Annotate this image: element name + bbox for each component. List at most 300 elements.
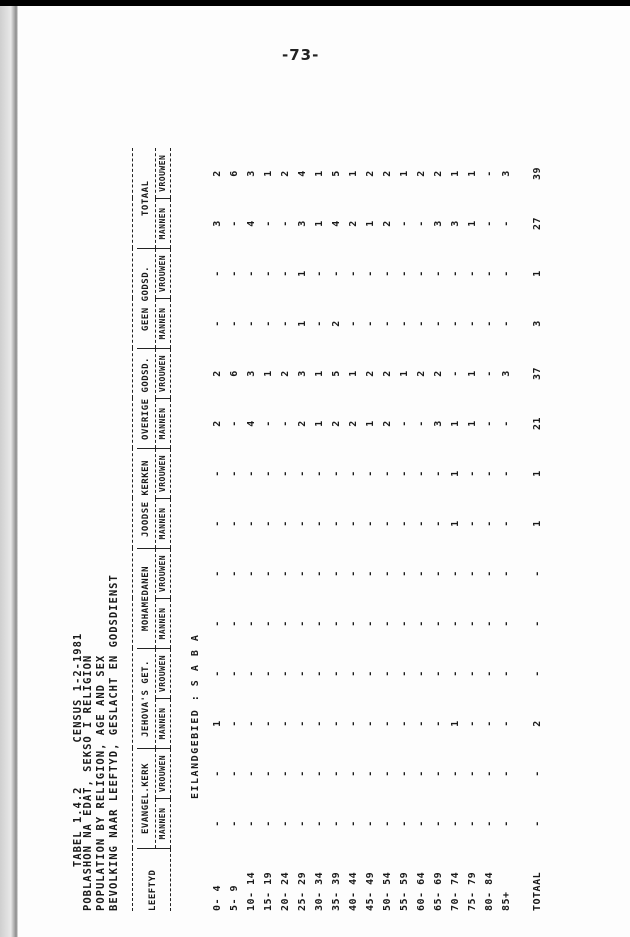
table-cell: - xyxy=(432,570,444,577)
table-cell: - xyxy=(211,320,223,327)
table-cell: 3 xyxy=(245,370,257,377)
table-cell: 4 xyxy=(245,420,257,427)
table-cell: - xyxy=(296,720,308,727)
table-cell: - xyxy=(262,620,274,627)
table-cell: - xyxy=(381,270,393,277)
table-cell: 2 xyxy=(432,370,444,377)
table-cell: 1 xyxy=(531,470,543,477)
table-cell: 3 xyxy=(211,220,223,227)
table-cell: 2 xyxy=(347,420,359,427)
table-cell: 1 xyxy=(466,220,478,227)
table-cell: - xyxy=(398,420,410,427)
sub-header-mannen: MANNEN xyxy=(155,499,170,549)
table-cell: - xyxy=(262,670,274,677)
table-cell: - xyxy=(531,570,543,577)
table-cell: 2 xyxy=(381,170,393,177)
table-cell: - xyxy=(262,520,274,527)
table-cell: 1 xyxy=(398,370,410,377)
table-cell: - xyxy=(279,720,291,727)
table-cell: - xyxy=(228,270,240,277)
table-cell: 2 xyxy=(279,170,291,177)
age-group-label: 20- 24 xyxy=(279,871,291,911)
table-cell: 1 xyxy=(313,170,325,177)
table-cell: - xyxy=(347,670,359,677)
table-cell: - xyxy=(500,520,512,527)
book-spine-shadow xyxy=(0,6,18,937)
table-cell: 4 xyxy=(245,220,257,227)
table-cell: - xyxy=(531,820,543,827)
table-cell: - xyxy=(228,770,240,777)
table-cell: - xyxy=(313,670,325,677)
table-cell: - xyxy=(449,370,461,377)
table-cell: 3 xyxy=(432,220,444,227)
table-cell: 1 xyxy=(449,520,461,527)
group-header: MOHAMEDANEN xyxy=(137,549,155,649)
table-cell: 1 xyxy=(262,370,274,377)
table-cell: - xyxy=(347,570,359,577)
table-cell: - xyxy=(500,770,512,777)
table-cell: 1 xyxy=(449,720,461,727)
table-cell: - xyxy=(381,570,393,577)
table-row xyxy=(209,149,226,912)
table-cell: - xyxy=(330,570,342,577)
table-cell: - xyxy=(279,470,291,477)
table-cell: - xyxy=(245,570,257,577)
table-cell: - xyxy=(432,770,444,777)
table-cell: - xyxy=(279,770,291,777)
table-cell: - xyxy=(211,520,223,527)
table-cell: - xyxy=(211,820,223,827)
group-header: JEHOVA'S GET. xyxy=(137,649,155,749)
table-cell: - xyxy=(466,470,478,477)
table-cell: - xyxy=(279,220,291,227)
table-cell: - xyxy=(245,270,257,277)
table-cell: 1 xyxy=(531,520,543,527)
table-row xyxy=(277,149,294,912)
table-cell: - xyxy=(466,270,478,277)
table-cell: - xyxy=(313,620,325,627)
sub-header-mannen: MANNEN xyxy=(155,699,170,749)
table-cell: 21 xyxy=(531,416,543,431)
table-cell: - xyxy=(432,820,444,827)
table-cell: - xyxy=(330,720,342,727)
table-cell: - xyxy=(531,770,543,777)
table-row xyxy=(464,149,481,912)
table-cell: - xyxy=(483,320,495,327)
table-cell: - xyxy=(330,470,342,477)
table-cell: - xyxy=(381,470,393,477)
table-cell: - xyxy=(228,470,240,477)
table-cell: 3 xyxy=(296,220,308,227)
table-cell: 1 xyxy=(466,420,478,427)
table-cell: - xyxy=(296,820,308,827)
table-cell: 2 xyxy=(330,420,342,427)
table-cell: - xyxy=(245,820,257,827)
table-cell: 2 xyxy=(381,370,393,377)
table-cell: - xyxy=(364,770,376,777)
table-cell: 1 xyxy=(449,420,461,427)
age-group-label: 40- 44 xyxy=(347,871,359,911)
table-cell: - xyxy=(279,570,291,577)
table-cell: - xyxy=(398,770,410,777)
age-group-label: 80- 84 xyxy=(483,871,495,911)
table-cell: 2 xyxy=(211,420,223,427)
table-cell: - xyxy=(347,270,359,277)
table-cell: - xyxy=(500,570,512,577)
table-cell: - xyxy=(432,670,444,677)
table-cell: - xyxy=(432,720,444,727)
table-cell: - xyxy=(500,220,512,227)
table-row xyxy=(328,149,345,912)
table-cell: - xyxy=(398,320,410,327)
table-cell: - xyxy=(228,420,240,427)
table-cell: - xyxy=(500,670,512,677)
table-cell: - xyxy=(228,320,240,327)
table-cell: - xyxy=(398,220,410,227)
table-cell: - xyxy=(415,320,427,327)
census-label: CENSUS 1-2-1981 xyxy=(72,632,84,743)
table-cell: - xyxy=(313,820,325,827)
table-cell: 3 xyxy=(432,420,444,427)
row-header-leeftyd: LEEFTYD xyxy=(148,869,159,911)
table-cell: 5 xyxy=(330,370,342,377)
table-cell: - xyxy=(531,620,543,627)
table-cell: 1 xyxy=(466,370,478,377)
table-cell: - xyxy=(466,720,478,727)
table-cell: 1 xyxy=(296,320,308,327)
table-cell: - xyxy=(449,670,461,677)
table-cell: 2 xyxy=(364,370,376,377)
age-group-label: 65- 69 xyxy=(432,871,444,911)
table-cell: 1 xyxy=(211,720,223,727)
sub-header-vrouwen: VROUWEN xyxy=(155,149,170,199)
table-cell: - xyxy=(415,820,427,827)
table-cell: - xyxy=(483,720,495,727)
sub-header-mannen: MANNEN xyxy=(155,299,170,349)
table-row xyxy=(413,149,430,912)
table-cell: 6 xyxy=(228,370,240,377)
table-cell: 1 xyxy=(347,170,359,177)
table-cell: 1 xyxy=(449,470,461,477)
rotated-table-block xyxy=(60,91,543,911)
table-cell: - xyxy=(262,820,274,827)
sub-header-mannen: MANNEN xyxy=(155,599,170,649)
table-cell: - xyxy=(381,720,393,727)
table-cell: - xyxy=(500,470,512,477)
table-cell: - xyxy=(245,720,257,727)
title-english: POPULATION BY RELIGION, AGE AND SEX xyxy=(95,654,107,911)
table-cell: - xyxy=(211,770,223,777)
group-header: JOODSE KERKEN xyxy=(137,449,155,549)
table-cell: 1 xyxy=(449,170,461,177)
table-cell: - xyxy=(483,670,495,677)
table-cell: 2 xyxy=(381,420,393,427)
table-cell: - xyxy=(279,670,291,677)
table-cell: 1 xyxy=(347,370,359,377)
table-cell: - xyxy=(432,470,444,477)
sub-header-vrouwen: VROUWEN xyxy=(155,549,170,599)
table-cell: 2 xyxy=(381,220,393,227)
table-cell: 1 xyxy=(296,270,308,277)
table-cell: 3 xyxy=(531,320,543,327)
sub-header-vrouwen: VROUWEN xyxy=(155,349,170,399)
table-cell: 1 xyxy=(531,270,543,277)
scanned-page xyxy=(0,6,630,937)
table-cell: - xyxy=(483,570,495,577)
table-cell: - xyxy=(364,520,376,527)
sub-header-vrouwen: VROUWEN xyxy=(155,749,170,799)
table-cell: - xyxy=(364,270,376,277)
table-cell: - xyxy=(228,620,240,627)
title-papiamento: POBLASHON NA EDAT, SEKSO I RELIGION xyxy=(82,654,94,911)
table-cell: - xyxy=(364,820,376,827)
table-cell: - xyxy=(228,720,240,727)
age-group-label: 45- 49 xyxy=(364,871,376,911)
table-cell: - xyxy=(211,570,223,577)
group-header: OVERIGE GODSD. xyxy=(137,349,155,449)
table-cell: 5 xyxy=(330,170,342,177)
table-cell: - xyxy=(313,770,325,777)
table-cell: - xyxy=(466,320,478,327)
table-cell: - xyxy=(364,670,376,677)
table-cell: - xyxy=(415,570,427,577)
table-cell: 6 xyxy=(228,170,240,177)
table-cell: - xyxy=(483,170,495,177)
group-header: EVANGEL.KERK xyxy=(137,749,155,849)
age-group-label: 15- 19 xyxy=(262,871,274,911)
table-cell: 2 xyxy=(279,370,291,377)
table-cell: - xyxy=(500,270,512,277)
table-cell: - xyxy=(279,520,291,527)
table-cell: - xyxy=(466,770,478,777)
table-cell: - xyxy=(313,470,325,477)
table-cell: - xyxy=(415,720,427,727)
table-cell: - xyxy=(211,470,223,477)
table-cell: - xyxy=(262,270,274,277)
age-group-label: 0- 4 xyxy=(211,884,223,911)
table-row xyxy=(311,149,328,912)
table-cell: - xyxy=(398,520,410,527)
table-cell: 4 xyxy=(330,220,342,227)
table-cell: - xyxy=(483,470,495,477)
table-cell: 2 xyxy=(296,420,308,427)
table-cell: - xyxy=(262,420,274,427)
table-cell: - xyxy=(466,520,478,527)
table-cell: - xyxy=(364,570,376,577)
table-cell: 39 xyxy=(531,166,543,181)
age-group-label: TOTAAL xyxy=(531,871,543,911)
age-group-label: 85+ xyxy=(500,891,512,911)
table-cell: - xyxy=(364,320,376,327)
table-cell: - xyxy=(500,420,512,427)
table-cell: - xyxy=(531,670,543,677)
table-cell: - xyxy=(432,270,444,277)
table-cell: - xyxy=(245,320,257,327)
table-cell: - xyxy=(211,670,223,677)
table-cell: - xyxy=(500,820,512,827)
table-cell: - xyxy=(313,570,325,577)
table-cell: - xyxy=(330,270,342,277)
table-cell: - xyxy=(245,770,257,777)
age-group-label: 50- 54 xyxy=(381,871,393,911)
table-cell: - xyxy=(313,270,325,277)
table-cell: - xyxy=(245,620,257,627)
table-cell: 1 xyxy=(466,170,478,177)
table-cell: - xyxy=(415,220,427,227)
table-cell: - xyxy=(279,820,291,827)
sub-header-vrouwen: VROUWEN xyxy=(155,449,170,499)
table-cell: - xyxy=(211,270,223,277)
table-cell: - xyxy=(347,320,359,327)
table-cell: - xyxy=(449,320,461,327)
table-row xyxy=(260,149,277,912)
table-cell: - xyxy=(296,770,308,777)
table-cell: - xyxy=(347,770,359,777)
table-cell: - xyxy=(381,620,393,627)
table-cell: - xyxy=(364,470,376,477)
table-row xyxy=(430,149,447,912)
table-cell: 1 xyxy=(313,220,325,227)
table-cell: - xyxy=(347,520,359,527)
table-row xyxy=(226,149,243,912)
table-cell: - xyxy=(228,520,240,527)
table-cell: - xyxy=(347,720,359,727)
table-cell: - xyxy=(483,220,495,227)
table-cell: - xyxy=(381,320,393,327)
table-cell: - xyxy=(330,520,342,527)
table-cell: - xyxy=(483,420,495,427)
table-cell: 2 xyxy=(330,320,342,327)
sub-header-vrouwen: VROUWEN xyxy=(155,249,170,299)
table-cell: - xyxy=(347,820,359,827)
table-cell: - xyxy=(398,720,410,727)
table-cell: - xyxy=(415,470,427,477)
table-cell: - xyxy=(279,420,291,427)
spacer-row xyxy=(515,149,529,912)
table-cell: 3 xyxy=(449,220,461,227)
table-cell: - xyxy=(415,620,427,627)
age-group-label: 5- 9 xyxy=(228,884,240,911)
table-cell: - xyxy=(415,770,427,777)
table-cell: - xyxy=(483,520,495,527)
table-cell: - xyxy=(449,770,461,777)
table-cell: - xyxy=(211,620,223,627)
table-cell: - xyxy=(415,520,427,527)
sub-header-mannen: MANNEN xyxy=(155,799,170,849)
table-cell: - xyxy=(262,720,274,727)
table-cell: - xyxy=(483,270,495,277)
table-cell: - xyxy=(262,770,274,777)
table-cell: 2 xyxy=(364,170,376,177)
table-cell: - xyxy=(296,670,308,677)
table-cell: - xyxy=(347,620,359,627)
table-cell: 2 xyxy=(432,170,444,177)
table-cell: 1 xyxy=(398,170,410,177)
table-cell: - xyxy=(483,370,495,377)
table-cell: 27 xyxy=(531,216,543,231)
table-cell: - xyxy=(245,520,257,527)
table-cell: - xyxy=(228,570,240,577)
table-cell: - xyxy=(466,670,478,677)
table-cell: - xyxy=(500,720,512,727)
table-cell: - xyxy=(296,570,308,577)
table-row xyxy=(243,149,260,912)
table-cell: - xyxy=(313,320,325,327)
table-row xyxy=(345,149,362,912)
table-cell: - xyxy=(449,570,461,577)
table-cell: 1 xyxy=(262,170,274,177)
table-cell: - xyxy=(381,670,393,677)
table-cell: - xyxy=(398,670,410,677)
age-group-label: 10- 14 xyxy=(245,871,257,911)
region-label: EILANDGEBIED : S A B A xyxy=(190,633,201,799)
table-cell: - xyxy=(330,620,342,627)
table-cell: 3 xyxy=(500,370,512,377)
table-cell: - xyxy=(313,520,325,527)
table-cell: 3 xyxy=(296,370,308,377)
table-cell: 2 xyxy=(531,720,543,727)
table-cell: - xyxy=(415,420,427,427)
age-group-label: 30- 34 xyxy=(313,871,325,911)
table-cell: 3 xyxy=(245,170,257,177)
table-row xyxy=(498,149,515,912)
table-cell: - xyxy=(432,620,444,627)
table-cell: - xyxy=(398,470,410,477)
table-row xyxy=(294,149,311,912)
table-cell: - xyxy=(364,720,376,727)
table-cell: - xyxy=(398,270,410,277)
table-cell: - xyxy=(381,820,393,827)
table-cell: - xyxy=(228,820,240,827)
table-cell: - xyxy=(381,770,393,777)
table-cell: 2 xyxy=(347,220,359,227)
table-cell: - xyxy=(398,570,410,577)
table-cell: 2 xyxy=(211,170,223,177)
table-cell: 1 xyxy=(364,220,376,227)
table-cell: - xyxy=(483,770,495,777)
table-cell: - xyxy=(228,670,240,677)
age-group-label: 55- 59 xyxy=(398,871,410,911)
table-cell: - xyxy=(279,270,291,277)
age-group-label: 75- 79 xyxy=(466,871,478,911)
title-dutch: BEVOLKING NAAR LEEFTYD, GESLACHT EN GODSDIENST xyxy=(108,574,120,911)
table-cell: 2 xyxy=(415,370,427,377)
table-cell: - xyxy=(500,620,512,627)
table-cell: - xyxy=(296,620,308,627)
table-cell: 2 xyxy=(211,370,223,377)
sub-header-mannen: MANNEN xyxy=(155,399,170,449)
table-cell: - xyxy=(262,220,274,227)
table-cell: - xyxy=(228,220,240,227)
table-cell: 2 xyxy=(415,170,427,177)
table-cell: - xyxy=(245,470,257,477)
table-cell: - xyxy=(262,470,274,477)
table-cell: - xyxy=(432,320,444,327)
group-header: GEEN GODSD. xyxy=(137,249,155,349)
table-cell: - xyxy=(279,320,291,327)
table-row xyxy=(379,149,396,912)
table-cell: - xyxy=(364,620,376,627)
table-cell: 4 xyxy=(296,170,308,177)
table-cell: - xyxy=(415,270,427,277)
age-group-label: 70- 74 xyxy=(449,871,461,911)
table-cell: - xyxy=(279,620,291,627)
age-group-label: 35- 39 xyxy=(330,871,342,911)
table-cell: - xyxy=(347,470,359,477)
table-cell: - xyxy=(398,620,410,627)
table-cell: 37 xyxy=(531,366,543,381)
table-cell: - xyxy=(262,570,274,577)
